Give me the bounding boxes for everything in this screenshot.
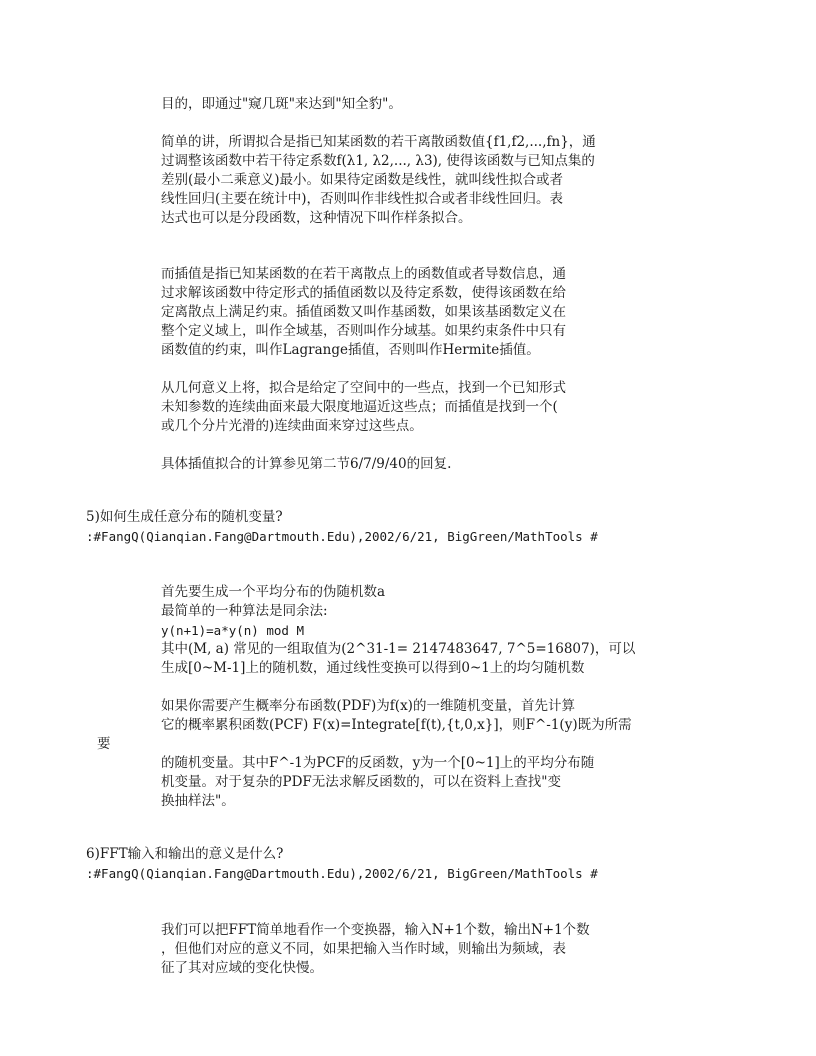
interp-line-2: 过求解该函数中待定形式的插值函数以及待定系数，使得该函数在给: [161, 285, 566, 301]
q5-title: 5)如何生成任意分布的随机变量?: [86, 509, 283, 525]
q5-body2-line-2: 它的概率累积函数(PCF) F(x)=Integrate[f(t),{t,0,x}]，则F^-1(y)既为所需: [161, 717, 632, 733]
fitting-line-4: 线性回归(主要在统计中)，否则叫作非线性拟合或者非线性回归。表: [161, 191, 564, 207]
interp-line-3: 定离散点上满足约束。插值函数又叫作基函数，如果该基函数定义在: [161, 304, 566, 320]
q6-title: 6)FFT输入和输出的意义是什么?: [86, 846, 284, 862]
q5-body1-line-5: 生成[0~M-1]上的随机数，通过线性变换可以得到0~1上的均匀随机数: [161, 660, 585, 676]
interp-line-4: 整个定义域上，叫作全域基，否则叫作分域基。如果约束条件中只有: [161, 323, 566, 339]
q5-body1-line-1: 首先要生成一个平均分布的伪随机数a: [161, 584, 386, 600]
q5-body2-line-1: 如果你需要产生概率分布函数(PDF)为f(x)的一维随机变量，首先计算: [161, 698, 575, 714]
intro-line: 目的，即通过"窥几斑"来达到"知全豹"。: [161, 96, 402, 112]
q6-body-line-1: 我们可以把FFT简单地看作一个变换器，输入N+1个数，输出N+1个数: [161, 922, 590, 938]
q6-author: :#FangQ(Qianqian.Fang@Dartmouth.Edu),2002/6/21, BigGreen/MathTools #: [86, 866, 598, 881]
q5-body1-formula: y(n+1)=a*y(n) mod M: [161, 623, 304, 638]
q5-body1-line-4: 其中(M, a) 常见的一组取值为(2^31-1= 2147483647, 7^5=16807)，可以: [161, 641, 636, 657]
interp-line-1: 而插值是指已知某函数的在若干离散点上的函数值或者导数信息，通: [161, 266, 566, 282]
geom-line-3: 或几个分片光滑的)连续曲面来穿过这些点。: [161, 418, 423, 434]
geom-line-1: 从几何意义上将，拟合是给定了空间中的一些点，找到一个已知形式: [161, 380, 566, 396]
q6-body-line-2: ，但他们对应的意义不同，如果把输入当作时域，则输出为频域，表: [161, 941, 566, 957]
q5-body2-wrap: 要: [97, 736, 111, 752]
q5-body3-line-2: 机变量。对于复杂的PDF无法求解反函数的，可以在资料上查找"变: [161, 774, 561, 790]
geom-line-2: 未知参数的连续曲面来最大限度地逼近这些点；而插值是找到一个(: [161, 399, 558, 415]
q5-body3-line-1: 的随机变量。其中F^-1为PCF的反函数，y为一个[0~1]上的平均分布随: [161, 755, 595, 771]
interp-line-5: 函数值的约束，叫作Lagrange插值，否则叫作Hermite插值。: [161, 342, 540, 358]
fitting-line-3: 差别(最小二乘意义)最小。如果待定函数是线性，就叫线性拟合或者: [161, 172, 564, 188]
reference-line: 具体插值拟合的计算参见第二节6/7/9/40的回复.: [161, 456, 452, 472]
q5-body1-line-2: 最简单的一种算法是同余法:: [161, 603, 328, 619]
fitting-line-5: 达式也可以是分段函数，这种情况下叫作样条拟合。: [161, 210, 472, 226]
q6-body-line-3: 征了其对应域的变化快慢。: [161, 960, 323, 976]
fitting-line-1: 简单的讲，所谓拟合是指已知某函数的若干离散函数值{f1,f2,...,fn}，通: [161, 134, 596, 150]
fitting-line-2: 过调整该函数中若干待定系数f(λ1, λ2,..., λ3), 使得该函数与已知点集的: [161, 153, 595, 169]
q5-author: :#FangQ(Qianqian.Fang@Dartmouth.Edu),2002/6/21, BigGreen/MathTools #: [86, 529, 598, 544]
q5-body3-line-3: 换抽样法"。: [161, 793, 235, 809]
